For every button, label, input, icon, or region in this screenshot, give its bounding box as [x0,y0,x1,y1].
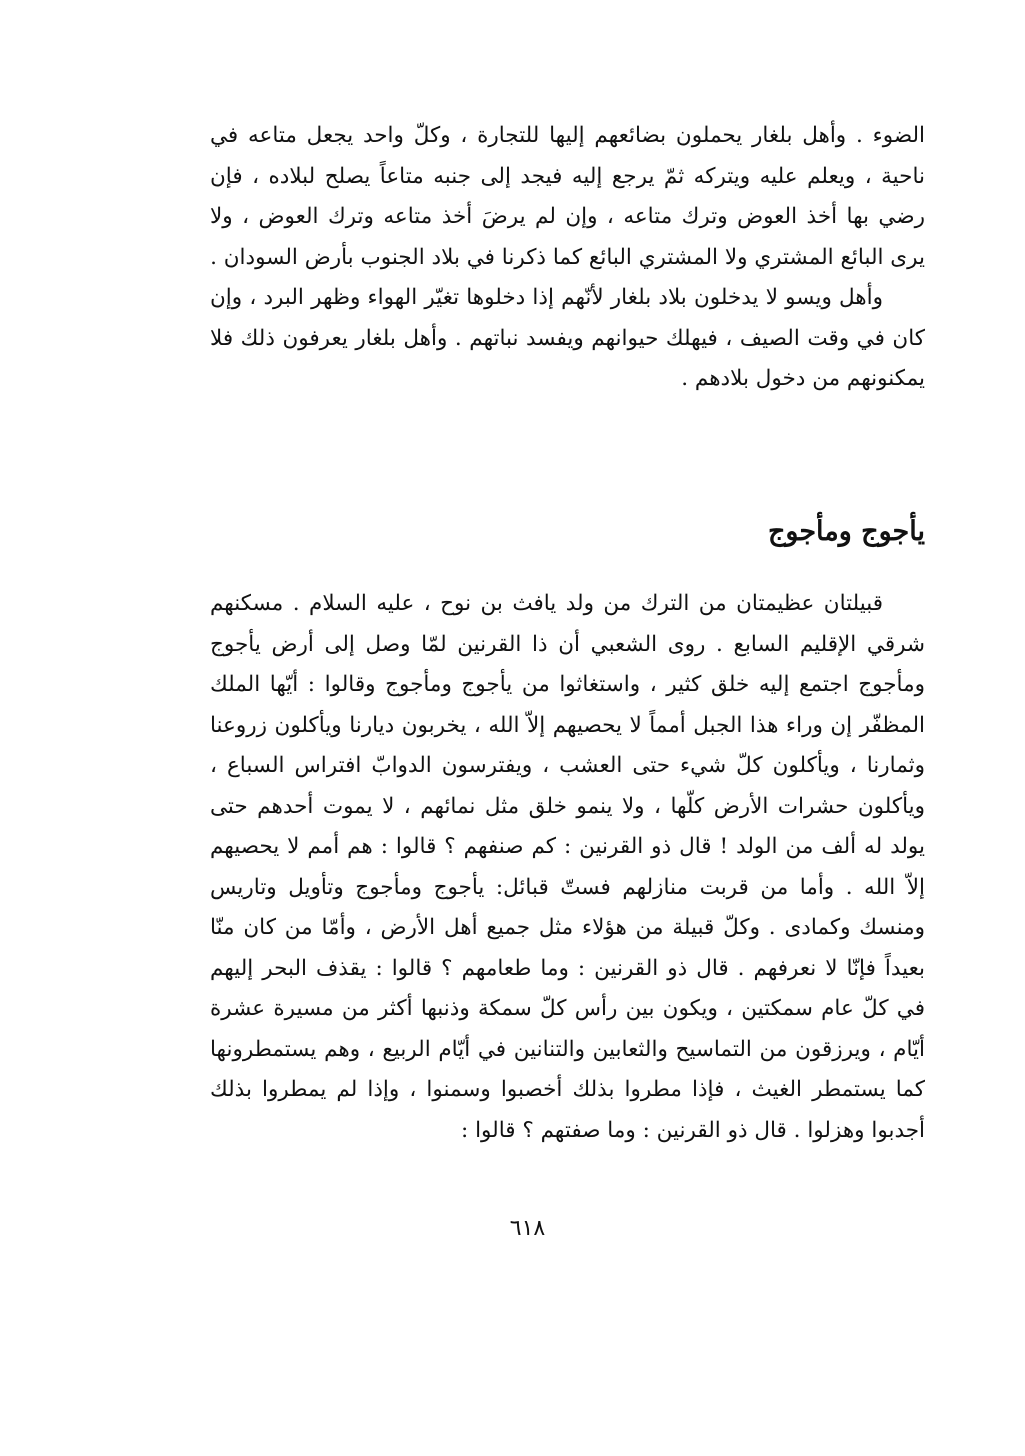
paragraph-wisu: وأهل ويسو لا يدخلون بلاد بلغار لأنّهم إذا دخلوها تغيّر الهواء وظهر البرد ، وإن كان في وقت الصيف ، فيهلك حيوانهم ويفسد نباتهم . وأهل بلغار يعرفون ذلك فلا يمكنونهم من دخول بلادهم . [210,285,925,391]
section-heading: يأجوج ومأجوج [767,516,925,547]
section-text [210,584,925,1151]
intro-text [210,116,925,400]
page-number: ٦١٨ [509,1216,546,1241]
paragraph-bulghar-trade: الضوء . وأهل بلغار يحملون بضائعهم إليها للتجارة ، وكلّ واحد يجعل متاعه في ناحية ، ويعلم عليه ويتركه ثمّ يرجع إليه فيجد إلى جنبه متاعاً يصلح لبلاده ، فإن رضي بها أخذ العوض وترك متاعه ، وإن لم يرضَ أخذ متاعه وترك العوض ، ولا يرى البائع المشتري ولا المشتري البائع كما ذكرنا في بلاد الجنوب بأرض السودان . [210,123,925,270]
paragraph-gog-magog: قبيلتان عظيمتان من الترك من ولد يافث بن نوح ، عليه السلام . مسكنهم شرقي الإقليم السابع . روى الشعبي أن ذا القرنين لمّا وصل إلى أرض يأجوج ومأجوج اجتمع إليه خلق كثير ، واستغاثوا من يأجوج ومأجوج وقالوا : أيّها الملك المظفّر إن وراء هذا الجبل أمماً لا يحصيهم إلاّ الله ، يخربون ديارنا ويأكلون زروعنا وثمارنا ، ويأكلون كلّ شيء حتى العشب ، ويفترسون الدوابّ افتراس السباع ، ويأكلون حشرات الأرض كلّها ، ولا ينمو خلق مثل نمائهم ، لا يموت أحدهم حتى يولد له ألف من الولد ! قال ذو القرنين : كم صنفهم ؟ قالوا : هم أمم لا يحصيهم إلاّ الله . وأما من قربت منازلهم فستّ قبائل: يأجوج ومأجوج وتأويل وتاريس ومنسك وكمادى . وكلّ قبيلة من هؤلاء مثل جميع أهل الأرض ، وأمّا من كان منّا بعيداً فإنّا لا نعرفهم . قال ذو القرنين : وما طعامهم ؟ قالوا : يقذف البحر إليهم في كلّ عام سمكتين ، ويكون بين رأس كلّ سمكة وذنبها أكثر من مسيرة عشرة أيّام ، ويرزقون من التماسيح والثعابين والتنانين في أيّام الربيع ، وهم يستمطرونها كما يستمطر الغيث ، فإذا مطروا بذلك أخصبوا وسمنوا ، وإذا لم يمطروا بذلك أجدبوا وهزلوا . قال ذو القرنين : وما صفتهم ؟ قالوا : [210,591,925,1143]
